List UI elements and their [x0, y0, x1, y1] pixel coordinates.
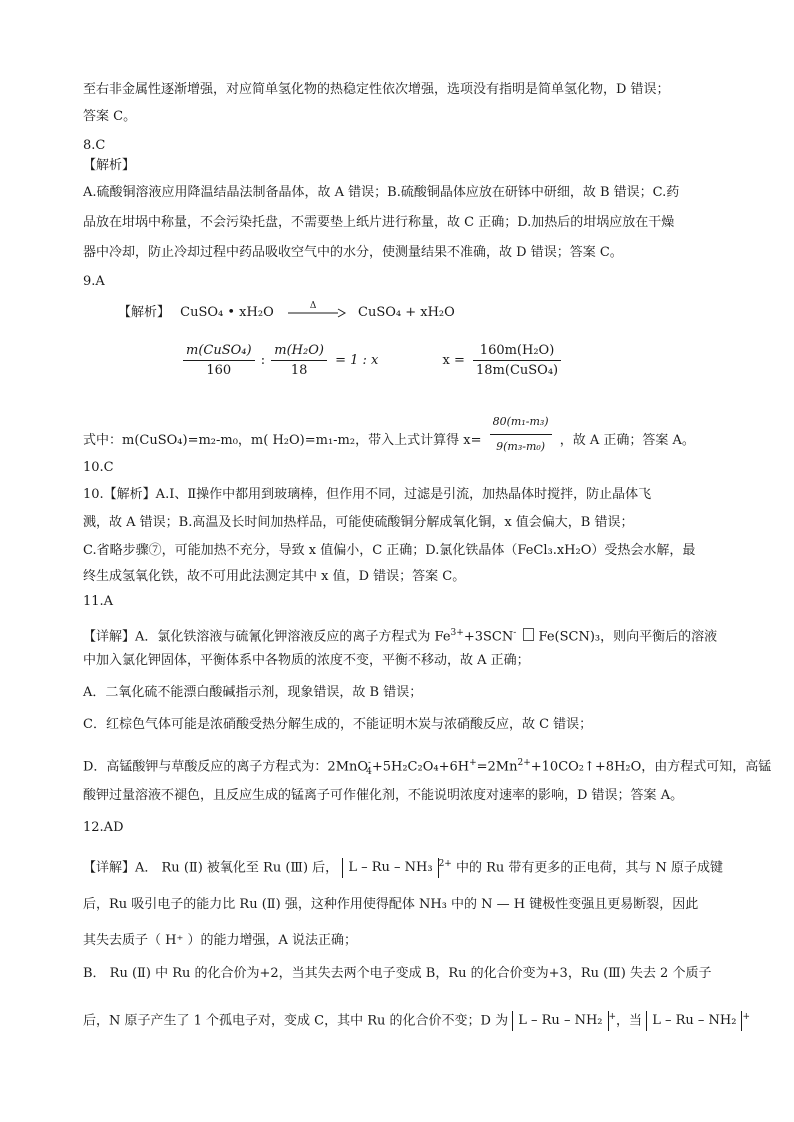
- text-line: 后，Ru 吸引电子的能力比 Ru (Ⅱ) 强，这种作用使得配体 NH₃ 中的 N — H 键极性变强且更易断裂，因此: [83, 897, 699, 912]
- text-line: C．红棕色气体可能是浓硝酸受热分解生成的，不能证明木炭与浓硝酸反应，故 C 错误；: [83, 717, 593, 732]
- delta-symbol: Δ: [309, 300, 317, 311]
- fraction: $\frac{\text{80(m₁-m₃)}}{\text{9(m₃-m₀)}}$: [490, 412, 552, 457]
- text-line: 中加入氯化钾固体，平衡体系中各物质的浓度不变，平衡不移动，故 A 正确；: [83, 653, 530, 668]
- text-line: A．二氧化硫不能漂白酸碱指示剂，现象错误，故 B 错误；: [83, 685, 423, 700]
- mass-ratio-formula: $\frac{\text{m(CuSO₄)}}{160}$ : $\frac{\text{m(H₂O)}}{18}$ = 1 : x x = $\frac{\text{160m(H₂O)}}{\text{18m(CuSO₄)}}$: [183, 343, 561, 389]
- text-line: A.硫酸铜溶液应用降温结晶法制备晶体，故 A 错误；B.硫酸铜晶体应放在研钵中研细，故 B 错误；C.药: [83, 185, 680, 200]
- text-line: 器中冷却，防止冷却过程中药品吸收空气中的水分，使测量结果不准确，故 D 错误；答案 C。: [83, 245, 623, 260]
- text-line: 至右非金属性逐渐增强，对应简单氢化物的热稳定性依次增强，选项没有指明是简单氢化物，D 错误；: [83, 82, 670, 97]
- question-number: 8.C: [83, 138, 106, 153]
- text-line: 【详解】A． Ru (Ⅱ) 被氧化至 Ru (Ⅲ) 后， L – Ru – NH₃ $^{2+}$ 中的 Ru 带有更多的正电荷，其与 N 原子成键: [83, 854, 723, 878]
- complex-bracket: L – Ru – NH₂: [646, 1011, 742, 1031]
- text-line: B． Ru (Ⅱ) 中 Ru 的化合价为+2，当其失去两个电子变成 B，Ru 的化合价变为+3，Ru (Ⅲ) 失去 2 个质子: [83, 966, 712, 981]
- text-line: 后，N 原子产生了 1 个孤电子对，变成 C，其中 Ru 的化合价不变；D 为 L – Ru – NH₂ +，当 L – Ru – NH₂ +: [83, 1007, 750, 1031]
- question-number: 11.A: [83, 594, 114, 609]
- fraction: $\frac{\text{m(H₂O)}}{18}$: [271, 343, 327, 378]
- text-line: 溅，故 A 错误；B.高温及长时间加热样品，可能使硫酸铜分解成氧化铜，x 值会偏大，B 错误；: [83, 515, 634, 530]
- analysis-tag: 【解析】: [83, 158, 136, 173]
- reactant: CuSO₄ • xH₂O: [180, 305, 274, 320]
- text-line: 【详解】A．氯化铁溶液与硫氰化钾溶液反应的离子方程式为 $Fe^{3+}+3SCN^-$ Fe(SCN)₃，则向平衡后的溶液: [83, 628, 718, 645]
- x-label: x =: [442, 353, 465, 368]
- complex-bracket: L – Ru – NH₂: [512, 1011, 608, 1031]
- text-line: 品放在坩埚中称量，不会污染托盘，不需要垫上纸片进行称量，故 C 正确；D.加热后的坩埚应放在干燥: [83, 215, 675, 230]
- text-line: 10.【解析】A.Ⅰ、Ⅱ操作中都用到玻璃棒，但作用不同，过滤是引流，加热晶体时搅拌，防止晶体飞: [83, 487, 652, 502]
- question-number: 12.AD: [83, 820, 124, 835]
- ratio-text: = 1 : x: [335, 353, 379, 368]
- complex-bracket: L – Ru – NH₃: [342, 858, 438, 878]
- analysis-tag: 【解析】: [118, 305, 171, 320]
- text-line: C.省略步骤⑦，可能加热不充分，导致 x 值偏小，C 正确；D.氯化铁晶体（FeCl₃.xH₂O）受热会水解，最: [83, 543, 696, 558]
- text-line: 答案 C。: [83, 109, 137, 124]
- product: CuSO₄ + xH₂O: [358, 305, 455, 320]
- reaction-equation: [118, 300, 455, 323]
- text-line: 其失去质子（ H⁺ ）的能力增强，A 说法正确；: [83, 933, 357, 948]
- text-line: 式中：m(CuSO₄)=m₂-m₀，m( H₂O)=m₁-m₂，带入上式计算得 x= $\frac{\text{80(m₁-m₃)}}{\text{9(m₃-m₀)}}$ ，故 A 正确；答案 A。: [83, 418, 695, 463]
- text-line: 终生成氢氧化铁，故不可用此法测定其中 x 值，D 错误；答案 C。: [83, 569, 466, 584]
- question-number: 10.C: [83, 460, 114, 475]
- heating-arrow: [286, 300, 346, 320]
- fraction: $\frac{\text{m(CuSO₄)}}{160}$: [183, 343, 255, 378]
- text-line: D．高锰酸钾与草酸反应的离子方程式为：$2MnO^-_4+5H_2C_2O_4+6H^+=2Mn^{2+}+10CO_2↑+8H_2O$，由方程式可知，高锰: [83, 758, 772, 777]
- fraction: $\frac{\text{160m(H₂O)}}{\text{18m(CuSO₄)}}$: [473, 343, 561, 378]
- question-number: 9.A: [83, 274, 105, 289]
- text-line: 酸钾过量溶液不褪色，且反应生成的锰离子可作催化剂，不能说明浓度对速率的影响，D 错误；答案 A。: [83, 788, 684, 803]
- equilibrium-icon: [523, 628, 534, 641]
